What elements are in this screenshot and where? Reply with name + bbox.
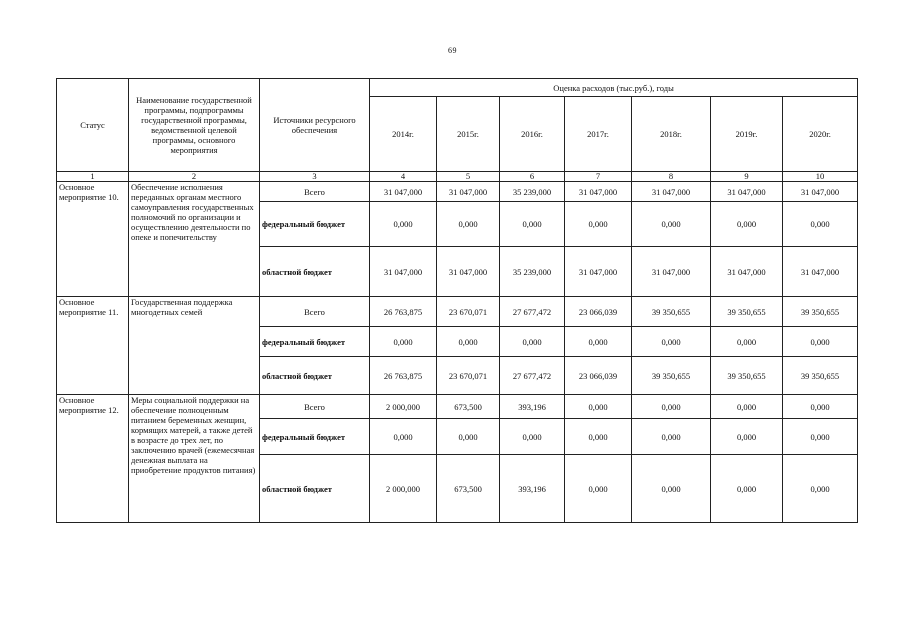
program-name-cell: Государственная поддержка многодетных семей [129,297,260,395]
year-header: 2016г. [500,97,565,172]
status-cell: Основное мероприятие 11. [57,297,129,395]
value-cell: 0,000 [632,455,711,523]
year-header: 2019г. [711,97,783,172]
table-row [57,297,858,327]
value-cell: 39 350,655 [711,297,783,327]
status-cell: Основное мероприятие 12. [57,395,129,523]
value-cell: 31 047,000 [711,182,783,202]
value-cell: 23 670,071 [437,297,500,327]
column-number: 1 [57,172,129,182]
value-cell: 0,000 [370,202,437,247]
value-cell: 31 047,000 [711,247,783,297]
table-row [57,182,858,202]
value-cell: 26 763,875 [370,357,437,395]
value-cell: 393,196 [500,395,565,419]
value-cell: 0,000 [500,202,565,247]
value-cell: 27 677,472 [500,357,565,395]
value-cell: 39 350,655 [783,297,858,327]
column-number: 6 [500,172,565,182]
value-cell: 31 047,000 [632,182,711,202]
value-cell: 0,000 [437,327,500,357]
year-header: 2020г. [783,97,858,172]
column-number: 2 [129,172,260,182]
page-number: 69 [448,46,457,55]
value-cell: 35 239,000 [500,247,565,297]
value-cell: 31 047,000 [437,247,500,297]
source-cell: областной бюджет [260,357,370,395]
column-number: 3 [260,172,370,182]
value-cell: 0,000 [632,419,711,455]
value-cell: 673,500 [437,455,500,523]
program-name-cell: Меры социальной поддержки на обеспечение полноценным питанием беременных женщин, кормящих матерей, а также детей в возрасте до трех лет, по заключению врачей (ежемесячная денежная выплата на приобретение продуктов питания) [129,395,260,523]
value-cell: 23 066,039 [565,297,632,327]
source-cell: Всего [260,395,370,419]
budget-table [56,78,858,523]
column-number: 7 [565,172,632,182]
value-cell: 0,000 [711,419,783,455]
year-header: 2018г. [632,97,711,172]
value-cell: 31 047,000 [632,247,711,297]
value-cell: 673,500 [437,395,500,419]
value-cell: 0,000 [565,419,632,455]
value-cell: 0,000 [370,327,437,357]
value-cell: 0,000 [783,455,858,523]
value-cell: 31 047,000 [565,247,632,297]
value-cell: 39 350,655 [632,357,711,395]
value-cell: 393,196 [500,455,565,523]
value-cell: 0,000 [500,419,565,455]
value-cell: 31 047,000 [437,182,500,202]
value-cell: 35 239,000 [500,182,565,202]
value-cell: 0,000 [711,327,783,357]
value-cell: 0,000 [783,327,858,357]
value-cell: 0,000 [565,327,632,357]
column-number: 4 [370,172,437,182]
source-cell: областной бюджет [260,455,370,523]
value-cell: 0,000 [632,395,711,419]
column-number: 9 [711,172,783,182]
source-cell: федеральный бюджет [260,419,370,455]
status-cell: Основное мероприятие 10. [57,182,129,297]
value-cell: 0,000 [370,419,437,455]
source-cell: областной бюджет [260,247,370,297]
value-cell: 39 350,655 [711,357,783,395]
status-header: Статус [57,79,129,172]
value-cell: 0,000 [783,395,858,419]
source-cell: федеральный бюджет [260,327,370,357]
value-cell: 23 066,039 [565,357,632,395]
value-cell: 0,000 [437,419,500,455]
table-row [57,395,858,419]
value-cell: 0,000 [711,395,783,419]
value-cell: 0,000 [783,419,858,455]
value-cell: 31 047,000 [783,247,858,297]
value-cell: 31 047,000 [565,182,632,202]
column-number: 8 [632,172,711,182]
value-cell: 0,000 [711,455,783,523]
sources-header: Источники ресурсного обеспечения [260,79,370,172]
value-cell: 2 000,000 [370,455,437,523]
value-cell: 0,000 [783,202,858,247]
value-cell: 0,000 [632,202,711,247]
value-cell: 0,000 [711,202,783,247]
year-header: 2015г. [437,97,500,172]
value-cell: 31 047,000 [370,247,437,297]
value-cell: 2 000,000 [370,395,437,419]
column-number: 5 [437,172,500,182]
estimate-header: Оценка расходов (тыс.руб.), годы [370,79,858,97]
source-cell: федеральный бюджет [260,202,370,247]
value-cell: 39 350,655 [632,297,711,327]
column-number-row [57,172,858,182]
value-cell: 31 047,000 [370,182,437,202]
value-cell: 23 670,071 [437,357,500,395]
source-cell: Всего [260,182,370,202]
program-name-cell: Обеспечение исполнения переданных органам местного самоуправления государственных полномочий по организации и осуществлению деятельности по опеке и попечительству [129,182,260,297]
value-cell: 0,000 [500,327,565,357]
value-cell: 27 677,472 [500,297,565,327]
column-number: 10 [783,172,858,182]
value-cell: 0,000 [632,327,711,357]
year-header: 2017г. [565,97,632,172]
value-cell: 0,000 [565,455,632,523]
value-cell: 0,000 [565,202,632,247]
source-cell: Всего [260,297,370,327]
value-cell: 0,000 [565,395,632,419]
year-header: 2014г. [370,97,437,172]
value-cell: 39 350,655 [783,357,858,395]
value-cell: 31 047,000 [783,182,858,202]
value-cell: 0,000 [437,202,500,247]
program-name-header: Наименование государственной программы, подпрограммы государственной программы, ведомственной целевой программы, основного мероприятия [129,79,260,172]
value-cell: 26 763,875 [370,297,437,327]
